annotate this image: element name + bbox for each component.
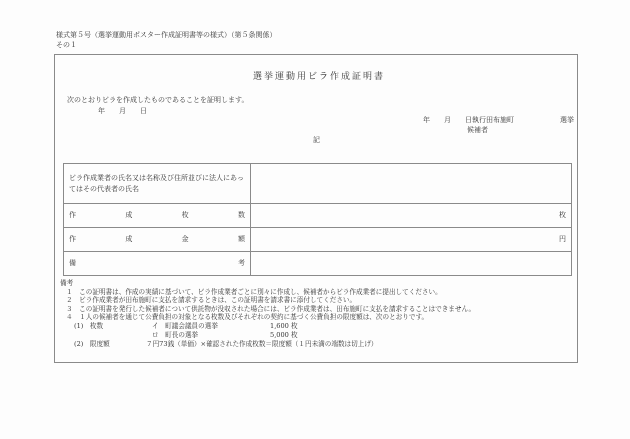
remarks-label: 備 考: [64, 252, 251, 276]
contractor-value[interactable]: [251, 164, 572, 204]
ki-label: 記: [313, 136, 320, 144]
note-sub2: (2) 限度額 ７円73銭（単価）×確認された作成枚数＝限度額（１円未満の端数は切上げ）: [74, 339, 378, 348]
quantity-label: 作 成 枚 数: [64, 204, 251, 228]
quantity-unit: 枚: [559, 211, 566, 220]
election-suffix: 選挙: [560, 116, 574, 124]
statement: 次のとおりビラを作成したものであることを証明します。: [67, 96, 249, 104]
notes-section: [60, 279, 475, 349]
amount-unit: 円: [559, 235, 566, 244]
quantity-value[interactable]: [251, 204, 572, 228]
election-date-line: 年 月 日執行田布施町: [423, 116, 514, 124]
table-row-amount: [64, 228, 572, 252]
notes-heading: 備考: [60, 279, 74, 287]
table-row-quantity: [64, 204, 572, 228]
note-item: ２ ビラ作成業者が田布施町に支払を請求するときは、この証明書を請求書に添付してください。: [66, 296, 357, 305]
note-sub1-b: ロ 町長の選挙 5,000 枚: [152, 330, 298, 339]
note-sub1-a: (1) 枚数 イ 町議会議員の選挙 1,600 枚: [74, 321, 298, 330]
table-row-remarks: [64, 252, 572, 276]
amount-value[interactable]: [251, 228, 572, 252]
candidate-label: 候補者: [467, 126, 488, 134]
note-item: １ この証明書は、作成の実績に基づいて、ビラ作成業者ごとに別々に作成し、候補者からビラ作成業者に提出してください。: [66, 287, 442, 296]
note-item: ３ この証明書を発行した候補者について供託物が没収された場合には、ビラ作成業者は、田布施町に支払を請求することはできません。: [66, 304, 476, 313]
document-title: 選挙運動用ビラ作成証明書: [253, 72, 386, 82]
issue-date-field[interactable]: 年 月 日: [98, 107, 147, 115]
contractor-label: ビラ作成業者の氏名又は名称及び住所並びに法人にあってはその代表者の氏名: [64, 164, 251, 204]
form-number: 様式第５号（選挙運動用ポスター作成証明書等の様式）（第５条関係）: [56, 31, 277, 39]
amount-label: 作 成 金 額: [64, 228, 251, 252]
table-row-contractor: [64, 164, 572, 204]
certificate-table: [63, 163, 572, 276]
note-item: ４ １人の候補者を通じて公費負担の対象となる枚数及びそれぞれの契約に基づく公費負担の限度額は、次のとおりです。: [66, 313, 429, 322]
remarks-value[interactable]: [251, 252, 572, 276]
sub-number: その１: [56, 41, 77, 49]
